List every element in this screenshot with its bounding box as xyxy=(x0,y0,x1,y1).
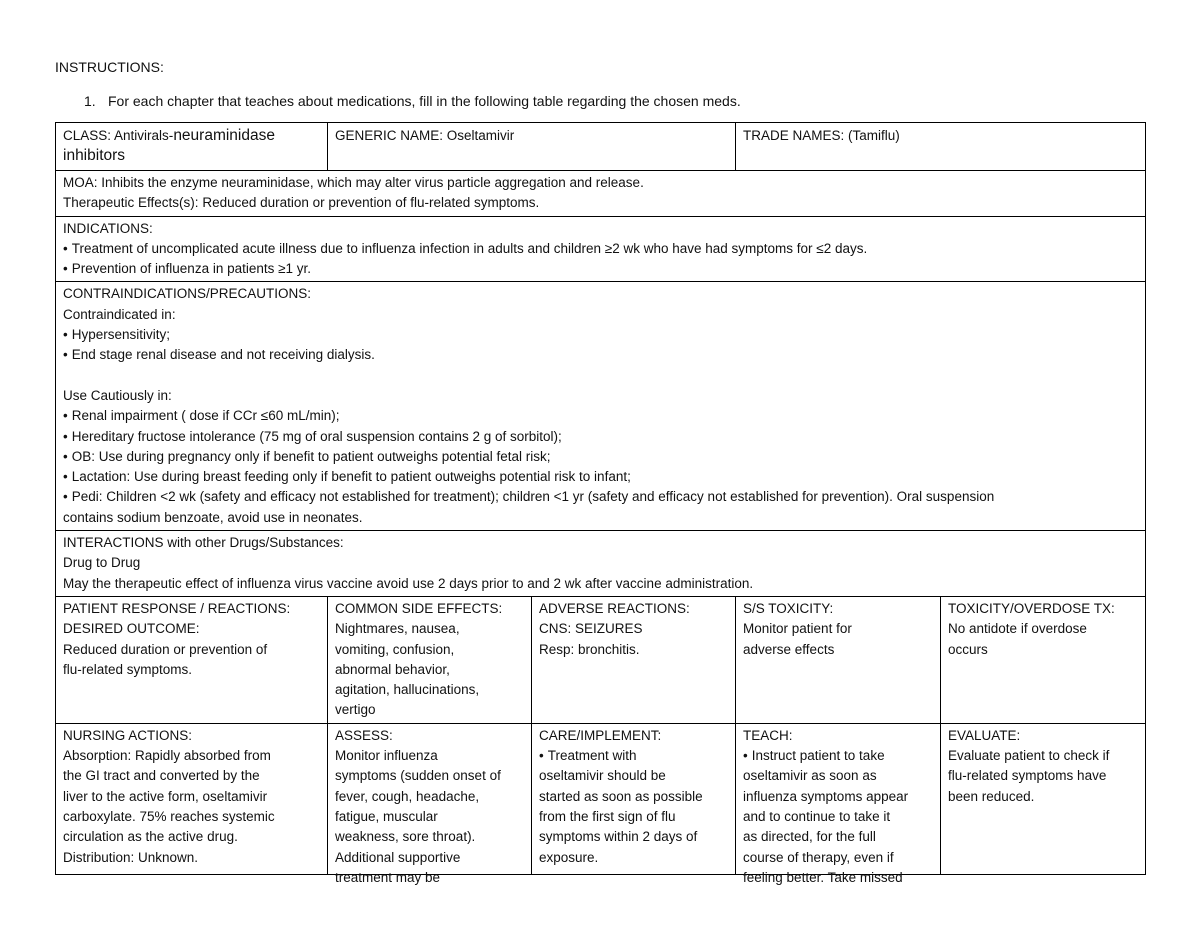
contraindications-cell xyxy=(56,282,1146,531)
cell-line: Evaluate patient to check if xyxy=(948,748,1110,764)
drug-card-table xyxy=(55,122,1146,885)
teach-label: TEACH: xyxy=(743,727,793,743)
cell-line: oseltamivir should be xyxy=(539,768,666,784)
cell-line: oseltamivir as soon as xyxy=(743,768,877,784)
bullet-icon: • xyxy=(539,748,544,764)
side-effects-cell xyxy=(328,596,532,723)
cell-line: treatment may be xyxy=(335,869,441,885)
caution-item: • Renal impairment ( dose if CCr ≤60 mL/min); xyxy=(63,408,340,424)
instructions-heading: INSTRUCTIONS: xyxy=(55,59,164,75)
caution-item: • Pedi: Children <2 wk (safety and efficacy not established for treatment); children <1 yr (safety and efficacy not established for prevention). Oral suspension xyxy=(63,489,995,505)
cell-line: vomiting, confusion, xyxy=(335,641,455,657)
cell-line: vertigo xyxy=(335,702,376,718)
bullet-icon: • xyxy=(63,347,68,363)
bullet-icon: • xyxy=(63,428,68,444)
drug-names-row xyxy=(56,123,1146,171)
cell-line: Monitor patient for xyxy=(743,621,852,637)
therapeutic-label: Therapeutic Effects(s): xyxy=(63,195,199,211)
interactions-text: May the therapeutic effect of influenza virus vaccine avoid use 2 days prior to and 2 wk after vaccine administration. xyxy=(63,575,754,591)
moa-label: MOA: xyxy=(63,175,98,190)
generic-name-value: Oseltamivir xyxy=(446,128,515,143)
class-value-main: neuraminidase xyxy=(173,127,275,144)
instruction-item xyxy=(84,92,741,110)
cell-line: started as soon as possible xyxy=(539,788,703,804)
moa-line xyxy=(63,173,1137,193)
nursing-actions-cell xyxy=(56,723,328,874)
caution-item: • OB: Use during pregnancy only if benefit to patient outweighs potential fetal risk; xyxy=(63,448,551,464)
overdose-tx-label: TOXICITY/OVERDOSE TX: xyxy=(948,600,1115,616)
cell-line: and to continue to take it xyxy=(743,808,891,824)
bullet-icon: • xyxy=(63,489,68,505)
contraindicated-label: Contraindicated in: xyxy=(63,306,176,322)
spacer xyxy=(63,366,1137,386)
contraindicated-item: • Hypersensitivity; xyxy=(63,327,171,343)
instruction-number: 1. xyxy=(84,93,96,109)
caution-item: • Lactation: Use during breast feeding only if benefit to patient outweighs potential risk to infant; xyxy=(63,469,631,485)
bullet-icon: • xyxy=(63,327,68,343)
cell-line: occurs xyxy=(948,641,988,657)
cell-line: flu-related symptoms. xyxy=(63,661,193,677)
toxicity-label: S/S TOXICITY: xyxy=(743,600,834,616)
class-label: CLASS: xyxy=(63,128,112,143)
class-value-suffix: inhibitors xyxy=(63,147,126,165)
cell-line: fatigue, muscular xyxy=(335,808,438,824)
indication-item: • Prevention of influenza in patients ≥1 yr. xyxy=(63,261,312,277)
cell-line: flu-related symptoms have xyxy=(948,768,1107,784)
overdose-tx-cell xyxy=(941,596,1146,723)
evaluate-cell xyxy=(941,723,1146,874)
moa-row xyxy=(56,171,1146,217)
instruction-text: For each chapter that teaches about medications, fill in the following table regarding the chosen meds. xyxy=(108,93,741,109)
cell-line: fever, cough, headache, xyxy=(335,788,480,804)
caution-label: Use Cautiously in: xyxy=(63,387,172,403)
moa-text: Inhibits the enzyme neuraminidase, which may alter virus particle aggregation and release. xyxy=(101,175,644,190)
cell-line: Additional supportive xyxy=(335,849,461,865)
indications-cell xyxy=(56,216,1146,282)
cell-line: Absorption: Rapidly absorbed from xyxy=(63,748,271,764)
cell-line: course of therapy, even if xyxy=(743,849,894,865)
contraindicated-item: • End stage renal disease and not receiving dialysis. xyxy=(63,347,375,363)
therapeutic-line xyxy=(63,193,1137,213)
caution-item-continued: contains sodium benzoate, avoid use in neonates. xyxy=(63,509,363,525)
cell-line: symptoms (sudden onset of xyxy=(335,768,501,784)
response-row xyxy=(56,596,1146,723)
bullet-icon: • xyxy=(63,261,68,277)
bullet-icon: • xyxy=(63,408,68,424)
desired-outcome-label: DESIRED OUTCOME: xyxy=(63,621,200,637)
caution-item: • Hereditary fructose intolerance (75 mg of oral suspension contains 2 g of sorbitol); xyxy=(63,428,562,444)
cell-line: Resp: bronchitis. xyxy=(539,641,640,657)
trade-names-cell xyxy=(736,123,1146,171)
interactions-sublabel: Drug to Drug xyxy=(63,555,141,571)
cell-line: • Instruct patient to take xyxy=(743,748,885,764)
toxicity-cell xyxy=(736,596,941,723)
cell-line: influenza symptoms appear xyxy=(743,788,909,804)
class-cell xyxy=(56,123,328,171)
cell-line: agitation, hallucinations, xyxy=(335,682,480,698)
side-effects-label: COMMON SIDE EFFECTS: xyxy=(335,600,503,616)
bullet-icon: • xyxy=(63,469,68,485)
cell-line: adverse effects xyxy=(743,641,835,657)
indication-item: • Treatment of uncomplicated acute illness due to influenza infection in adults and children ≥2 wk who have had symptoms for ≤2 days. xyxy=(63,240,868,256)
care-implement-label: CARE/IMPLEMENT: xyxy=(539,727,662,743)
cell-line: as directed, for the full xyxy=(743,829,876,845)
bullet-icon: • xyxy=(743,748,748,764)
cell-line: • Treatment with xyxy=(539,748,637,764)
cell-line: exposure. xyxy=(539,849,599,865)
interactions-cell xyxy=(56,531,1146,597)
evaluate-label: EVALUATE: xyxy=(948,727,1021,743)
assess-cell xyxy=(328,723,532,885)
generic-name-cell xyxy=(328,123,736,171)
interactions-row xyxy=(56,531,1146,597)
adverse-reactions-label: ADVERSE REACTIONS: xyxy=(539,600,690,616)
nursing-row xyxy=(56,723,1146,874)
patient-response-cell xyxy=(56,596,328,723)
indications-label: INDICATIONS: xyxy=(63,220,153,236)
adverse-reactions-cell xyxy=(532,596,736,723)
class-value-prefix: Antivirals- xyxy=(114,128,174,143)
cell-line: CNS: SEIZURES xyxy=(539,621,643,637)
cell-line: from the first sign of flu xyxy=(539,808,676,824)
indications-row xyxy=(56,216,1146,282)
contraindications-row xyxy=(56,282,1146,531)
assess-label: ASSESS: xyxy=(335,727,393,743)
bullet-icon: • xyxy=(63,240,68,256)
therapeutic-text: Reduced duration or prevention of flu-related symptoms. xyxy=(202,195,540,211)
trade-names-label: TRADE NAMES: xyxy=(743,128,845,143)
cell-line: liver to the active form, oseltamivir xyxy=(63,788,268,804)
cell-line: circulation as the active drug. xyxy=(63,829,238,845)
contraindications-label: CONTRAINDICATIONS/PRECAUTIONS: xyxy=(63,286,312,302)
care-implement-cell xyxy=(532,723,736,874)
trade-names-value: (Tamiflu) xyxy=(848,128,900,143)
generic-name-label: GENERIC NAME: xyxy=(335,128,444,143)
nursing-actions-label: NURSING ACTIONS: xyxy=(63,727,193,743)
cell-line: Monitor influenza xyxy=(335,748,438,764)
cell-line: the GI tract and converted by the xyxy=(63,768,260,784)
patient-response-label: PATIENT RESPONSE / REACTIONS: xyxy=(63,600,291,616)
cell-line: feeling better. Take missed xyxy=(743,869,903,885)
cell-line: Reduced duration or prevention of xyxy=(63,641,268,657)
teach-cell xyxy=(736,723,941,885)
cell-line: Nightmares, nausea, xyxy=(335,621,460,637)
cell-line: weakness, sore throat). xyxy=(335,829,476,845)
cell-line: Distribution: Unknown. xyxy=(63,849,199,865)
bullet-icon: • xyxy=(63,448,68,464)
moa-cell xyxy=(56,171,1146,217)
cell-line: abnormal behavior, xyxy=(335,661,450,677)
interactions-label: INTERACTIONS with other Drugs/Substances: xyxy=(63,535,344,551)
cell-line: carboxylate. 75% reaches systemic xyxy=(63,808,275,824)
cell-line: symptoms within 2 days of xyxy=(539,829,698,845)
cell-line: No antidote if overdose xyxy=(948,621,1087,637)
cell-line: been reduced. xyxy=(948,788,1035,804)
